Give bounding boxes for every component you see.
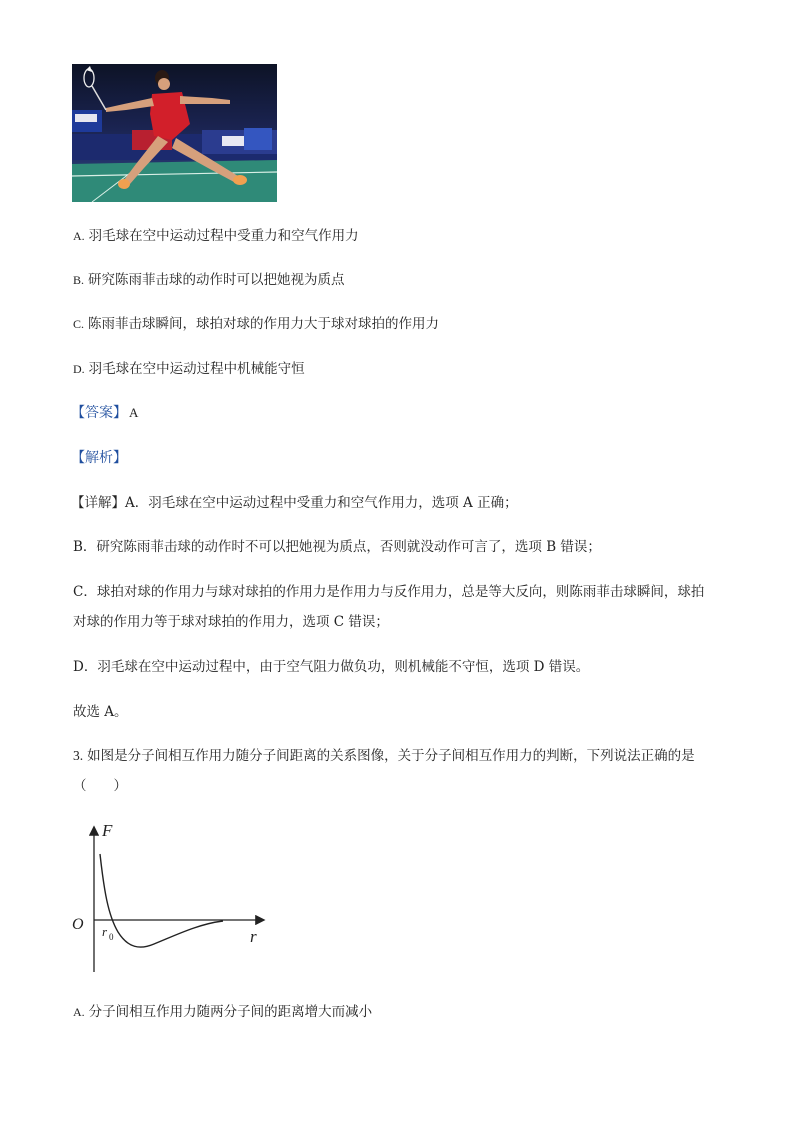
detail-text: A．羽毛球在空中运动过程中受重力和空气作用力，选项 A 正确； (125, 495, 518, 511)
x-axis-label: r (250, 927, 257, 946)
answer-label: 【答案】 (71, 405, 127, 421)
r0-label: r (102, 924, 108, 939)
question-text: 如图是分子间相互作用力随分子间距离的关系图像，关于分子间相互作用力的判断，下列说法正确的是 (87, 748, 695, 764)
conclusion-line (73, 703, 128, 721)
question-number: 3. (73, 748, 84, 763)
prev-option-b (73, 271, 345, 289)
detail-text: D．羽毛球在空中运动过程中，由于空气阻力做负功，则机械能不守恒，选项 D 错误。 (73, 659, 590, 675)
question3-line-2 (73, 777, 127, 795)
prev-option-a (73, 227, 359, 245)
option-letter: B. (73, 273, 85, 287)
option-letter: C. (73, 317, 85, 331)
analysis-label: 【解析】 (71, 450, 127, 466)
answer-value: A (129, 405, 139, 420)
force-distance-graph (68, 820, 268, 980)
graph-svg (68, 820, 268, 980)
option-text: 研究陈雨菲击球的动作时可以把她视为质点 (88, 272, 345, 288)
photo-illustration (72, 64, 277, 202)
option-text: 分子间相互作用力随两分子间的距离增大而减小 (88, 1004, 373, 1020)
question-blank: （ ） (73, 778, 127, 794)
badminton-player-photo (72, 64, 277, 202)
option-text: 陈雨菲击球瞬间，球拍对球的作用力大于球对球拍的作用力 (88, 316, 440, 332)
detail-line-3 (73, 583, 704, 601)
detail-text: B．研究陈雨菲击球的动作时不可以把她视为质点，否则就没动作可言了，选项 B 错误； (73, 539, 601, 555)
conclusion-text: 故选 A。 (73, 704, 128, 720)
option-text: 羽毛球在空中运动过程中受重力和空气作用力 (88, 228, 359, 244)
option-letter: D. (73, 362, 85, 376)
prev-option-d (73, 360, 305, 378)
answer-line (71, 404, 138, 423)
option-letter: A. (73, 229, 85, 243)
analysis-line (71, 449, 127, 468)
question3-line-1 (73, 747, 695, 765)
option-letter: A. (73, 1005, 85, 1019)
q3-option-a (73, 1003, 372, 1021)
detail-line-5 (73, 658, 589, 676)
detail-label: 【详解】 (71, 495, 125, 511)
force-curve (100, 854, 223, 947)
r0-subscript: 0 (109, 932, 114, 942)
option-text: 羽毛球在空中运动过程中机械能守恒 (88, 361, 305, 377)
detail-text: C．球拍对球的作用力与球对球拍的作用力是作用力与反作用力，总是等大反向，则陈雨菲击球瞬间，球拍 (73, 584, 705, 600)
detail-text: 对球的作用力等于球对球拍的作用力，选项 C 错误； (73, 614, 389, 630)
prev-option-c (73, 315, 439, 333)
origin-label: O (72, 916, 84, 933)
y-axis-label: F (102, 821, 113, 840)
detail-line-1 (71, 494, 518, 512)
detail-line-4 (73, 613, 389, 631)
detail-line-2 (73, 538, 601, 556)
